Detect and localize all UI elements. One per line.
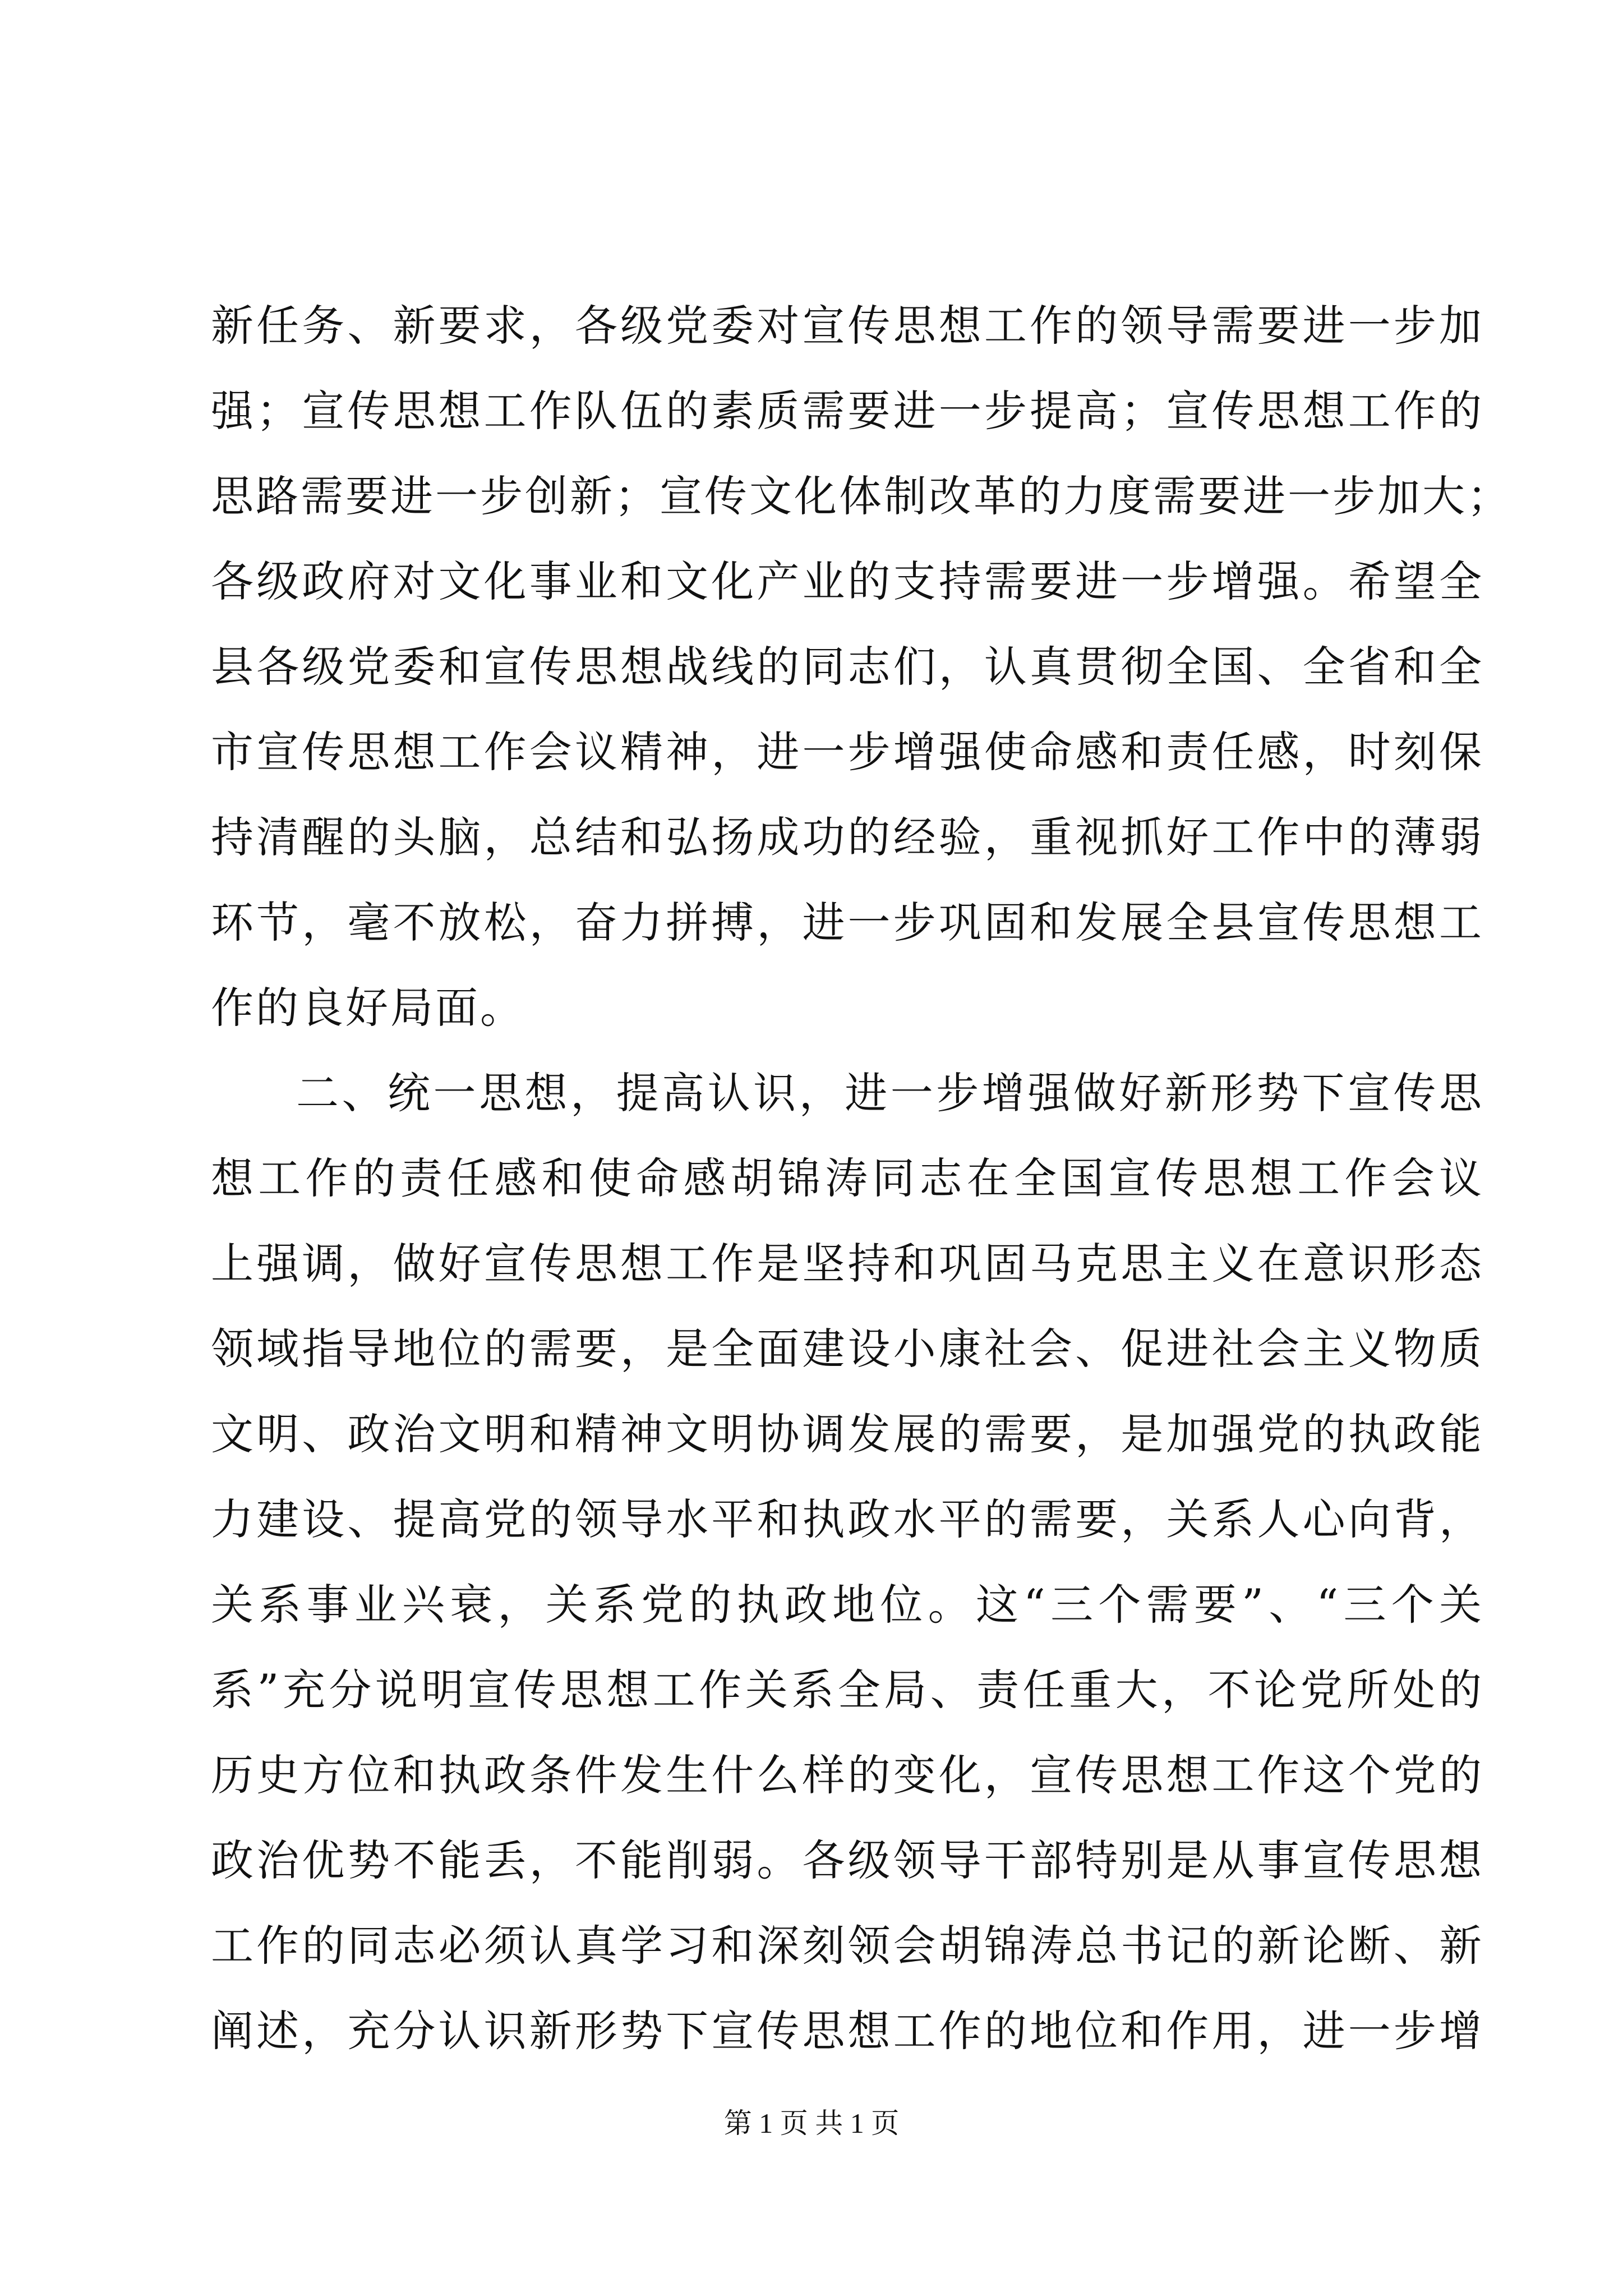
- text-line: 思路需要进一步创新；宣传文化体制改革的力度需要进一步加大；: [211, 471, 1512, 521]
- text-line: 新任务、新要求，各级党委对宣传思想工作的领导需要进一步加: [211, 301, 1484, 351]
- text-line: 环节，毫不放松，奋力拼搏，进一步巩固和发展全县宣传思想工: [211, 898, 1484, 947]
- text-line: 历史方位和执政条件发生什么样的变化，宣传思想工作这个党的: [211, 1750, 1484, 1800]
- text-line: 想工作的责任感和使命感胡锦涛同志在全国宣传思想工作会议: [211, 1153, 1484, 1203]
- text-line: 文明、政治文明和精神文明协调发展的需要，是加强党的执政能: [211, 1409, 1484, 1459]
- text-line: 政治优势不能丢，不能削弱。各级领导干部特别是从事宣传思想: [211, 1835, 1484, 1885]
- text-line: 上强调，做好宣传思想工作是坚持和巩固马克思主义在意识形态: [211, 1239, 1484, 1289]
- text-line: 领域指导地位的需要，是全面建设小康社会、促进社会主义物质: [211, 1324, 1484, 1374]
- body-text: [211, 283, 1512, 2074]
- text-line: 强；宣传思想工作队伍的素质需要进一步提高；宣传思想工作的: [211, 386, 1484, 436]
- text-line: 工作的同志必须认真学习和深刻领会胡锦涛总书记的新论断、新: [211, 1921, 1484, 1971]
- text-line: 系”充分说明宣传思想工作关系全局、责任重大，不论党所处的: [211, 1665, 1484, 1715]
- text-line: 持清醒的头脑，总结和弘扬成功的经验，重视抓好工作中的薄弱: [211, 812, 1484, 862]
- section-heading-line: 二、统一思想，提高认识，进一步增强做好新形势下宣传思: [296, 1068, 1484, 1118]
- text-line: 市宣传思想工作会议精神，进一步增强使命感和责任感，时刻保: [211, 727, 1484, 777]
- text-line: 各级政府对文化事业和文化产业的支持需要进一步增强。希望全: [211, 556, 1484, 606]
- text-line: 力建设、提高党的领导水平和执政水平的需要，关系人心向背，: [211, 1494, 1484, 1544]
- page-footer: 第 1 页 共 1 页: [723, 2108, 900, 2139]
- text-line: 阐述，充分认识新形势下宣传思想工作的地位和作用，进一步增: [211, 2006, 1484, 2056]
- text-line: 作的良好局面。: [211, 983, 525, 1033]
- text-line: 县各级党委和宣传思想战线的同志们，认真贯彻全国、全省和全: [211, 642, 1484, 692]
- text-line: 关系事业兴衰，关系党的执政地位。这“三个需要”、“三个关: [211, 1580, 1484, 1630]
